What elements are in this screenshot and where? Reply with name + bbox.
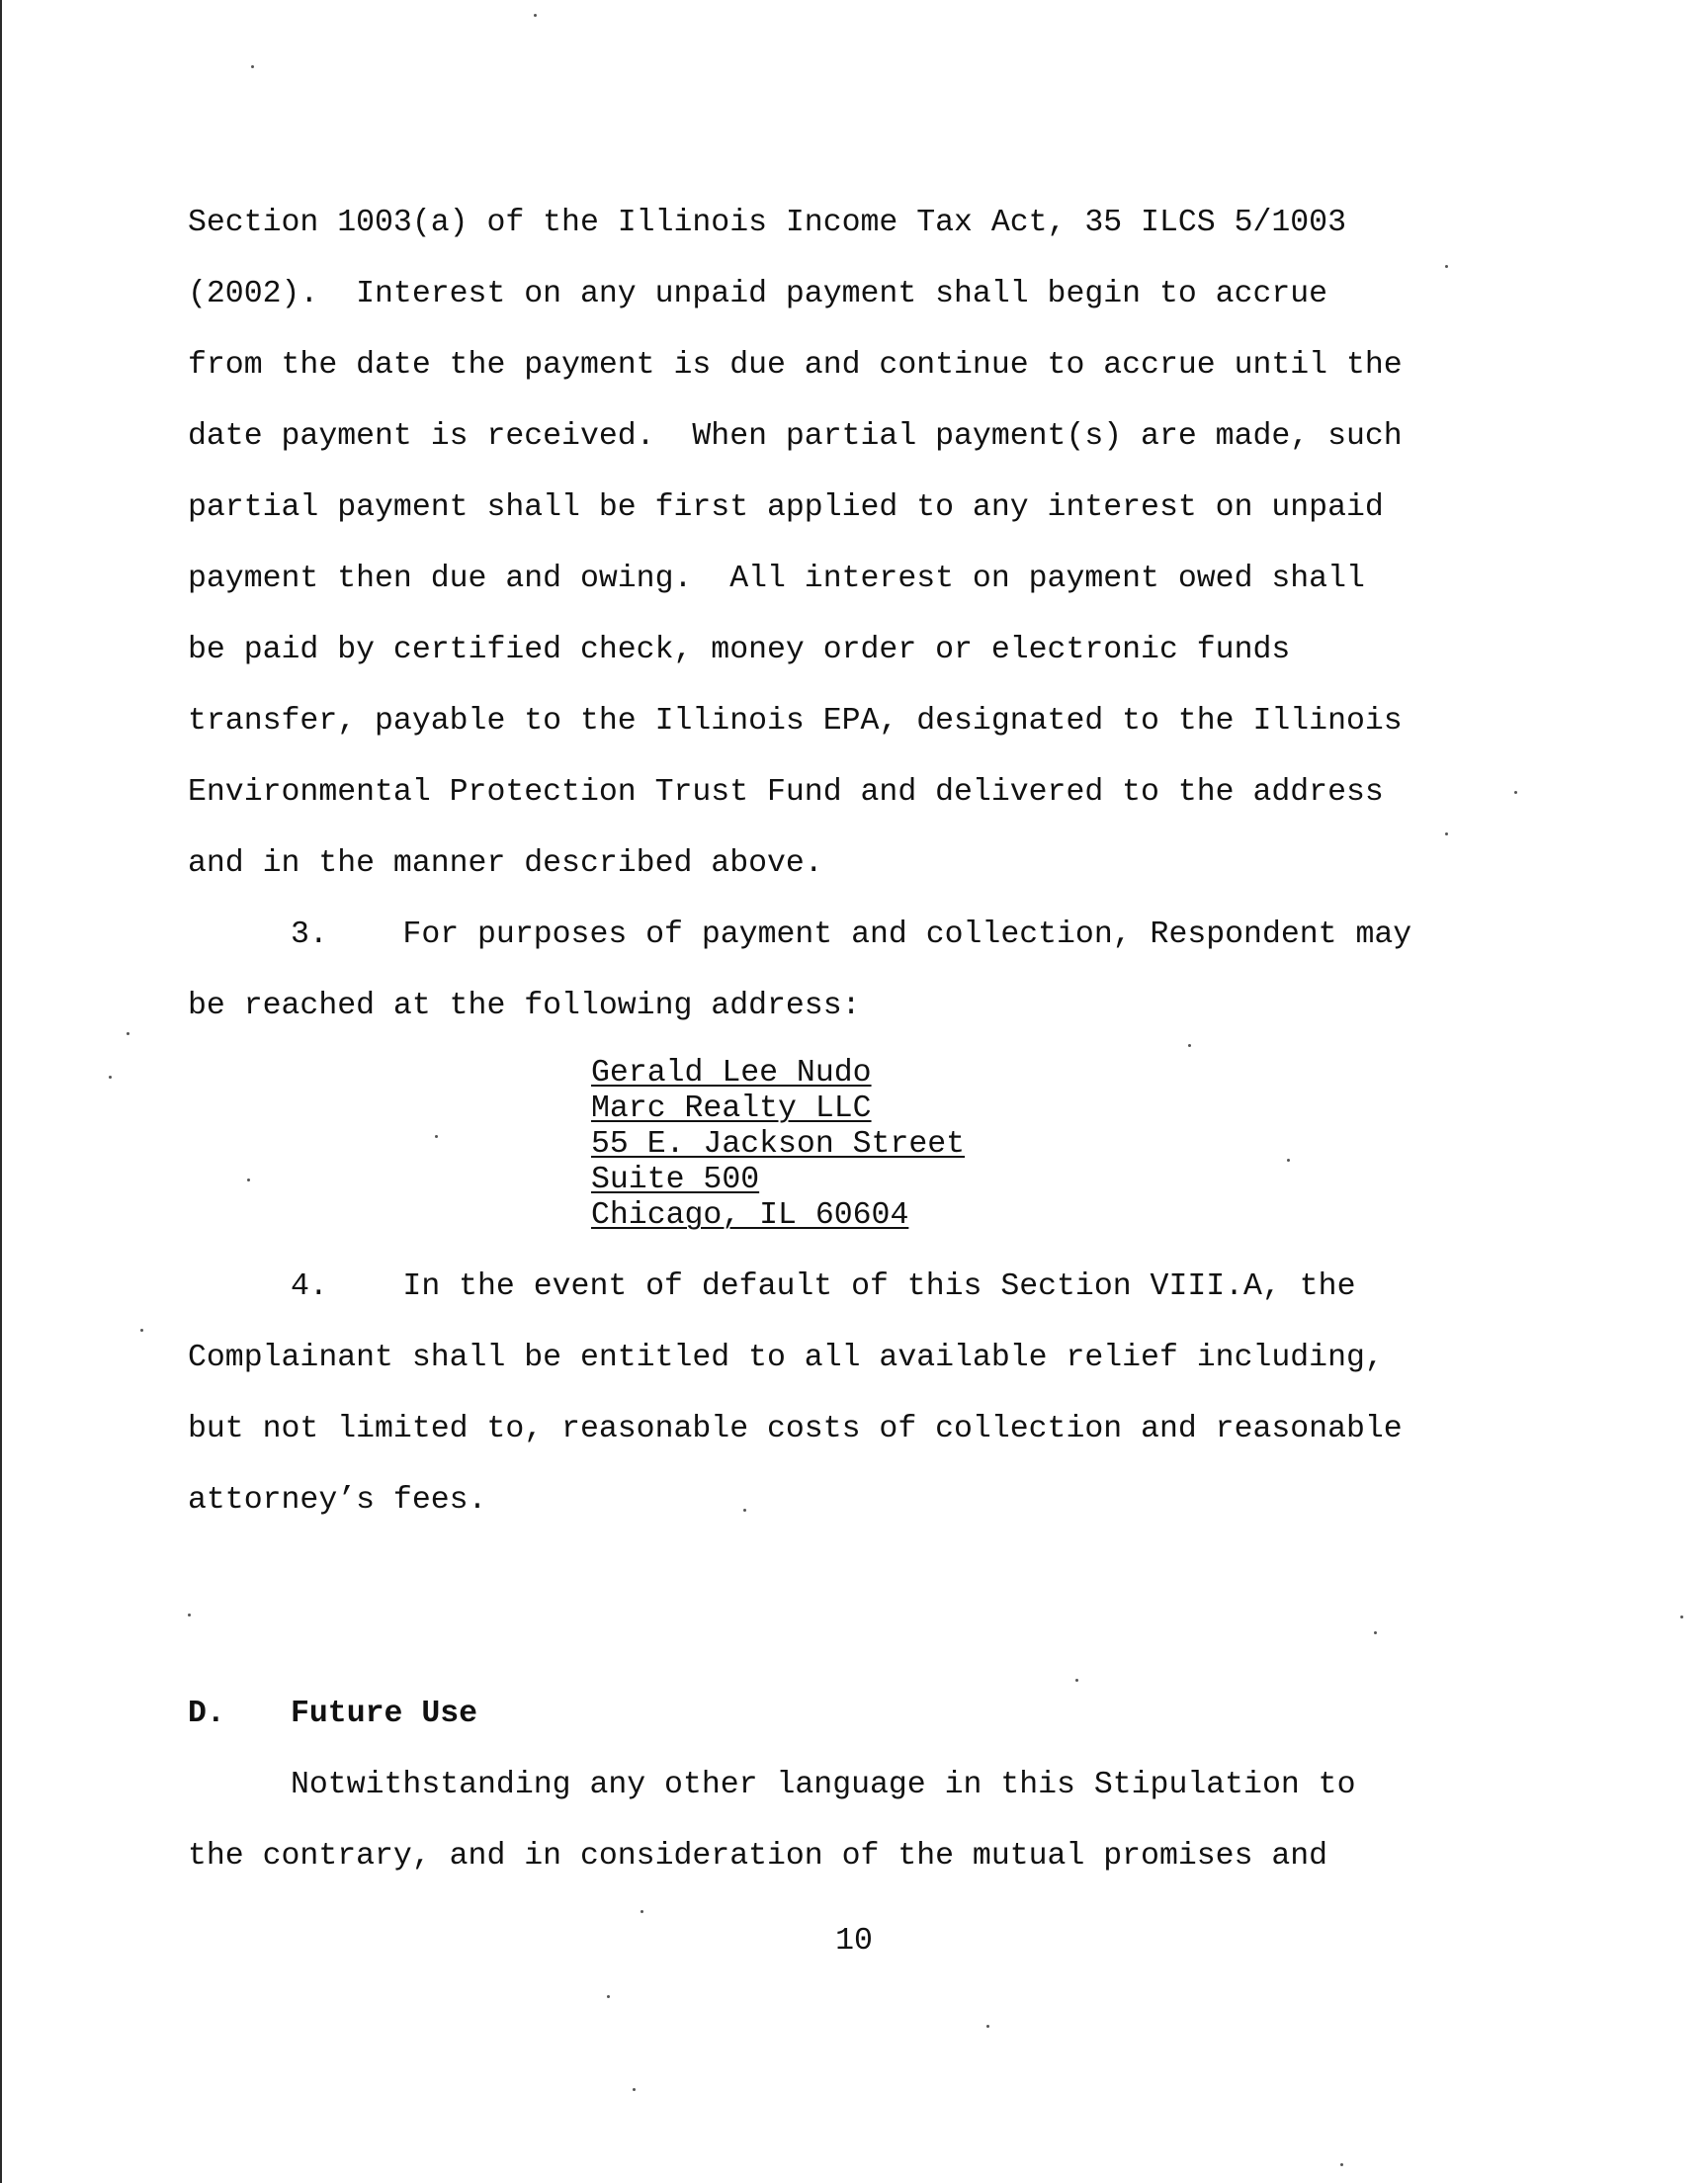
scan-speck — [607, 1995, 610, 1998]
scan-speck — [1680, 1615, 1683, 1618]
text-line: date payment is received. When partial payment(s) are made, such — [188, 419, 1403, 454]
text-line: be paid by certified check, money order or electronic funds — [188, 633, 1291, 667]
section-d-heading — [188, 1679, 1532, 1750]
scan-speck — [1340, 2163, 1343, 2166]
address-company: Marc Realty LLC — [591, 1092, 872, 1126]
text-line: and in the manner described above. — [188, 846, 823, 881]
text-line: Notwithstanding any other language in this Stipulation to — [291, 1768, 1356, 1802]
text-line: transfer, payable to the Illinois EPA, designated to the Illinois — [188, 704, 1403, 739]
text-line: partial payment shall be first applied to any interest on unpaid — [188, 490, 1384, 525]
text-line: Complainant shall be entitled to all available relief including, — [188, 1341, 1384, 1375]
text-line: the contrary, and in consideration of the mutual promises and — [188, 1839, 1328, 1874]
address-name: Gerald Lee Nudo — [591, 1056, 872, 1091]
scan-speck — [986, 2025, 989, 2028]
scan-speck — [109, 1076, 112, 1079]
scan-speck — [251, 65, 254, 68]
scan-speck — [127, 1032, 129, 1035]
text-line: be reached at the following address: — [188, 989, 861, 1023]
paragraph-interest — [188, 188, 1532, 900]
section-title: Future Use — [291, 1697, 478, 1731]
section-letter: D. — [188, 1697, 225, 1731]
text-line: but not limited to, reasonable costs of collection and reasonable — [188, 1412, 1403, 1446]
address-city: Chicago, IL 60604 — [591, 1198, 909, 1233]
paragraph-future-use — [188, 1750, 1532, 1892]
address-line — [591, 1163, 1532, 1198]
section-spacer — [188, 1536, 1532, 1679]
document-page — [188, 188, 1532, 1892]
text-line: Environmental Protection Trust Fund and delivered to the address — [188, 775, 1384, 810]
scan-speck — [633, 2088, 636, 2091]
text-line: (2002). Interest on any unpaid payment shall begin to accrue — [188, 277, 1328, 311]
page-number: 10 — [835, 1924, 873, 1959]
text-line: payment then due and owing. All interest on payment owed shall — [188, 562, 1365, 596]
scan-speck — [534, 14, 537, 17]
respondent-address — [591, 1056, 1532, 1234]
text-line: attorney’s fees. — [188, 1483, 487, 1518]
address-line — [591, 1056, 1532, 1092]
scan-speck — [640, 1910, 643, 1913]
address-line — [591, 1092, 1532, 1127]
paragraph-4 — [188, 1252, 1532, 1536]
address-line — [591, 1198, 1532, 1234]
paragraph-3 — [188, 900, 1532, 1042]
address-street: 55 E. Jackson Street — [591, 1127, 966, 1162]
text-line: Section 1003(a) of the Illinois Income Tax Act, 35 ILCS 5/1003 — [188, 206, 1346, 240]
text-line: from the date the payment is due and continue to accrue until the — [188, 348, 1403, 383]
text-line: 4. In the event of default of this Section VIII.A, the — [291, 1269, 1356, 1304]
address-suite: Suite 500 — [591, 1163, 760, 1197]
scan-edge — [0, 0, 2, 2183]
text-line: 3. For purposes of payment and collection, Respondent may — [291, 917, 1412, 952]
address-line — [591, 1127, 1532, 1163]
scan-speck — [140, 1329, 143, 1332]
